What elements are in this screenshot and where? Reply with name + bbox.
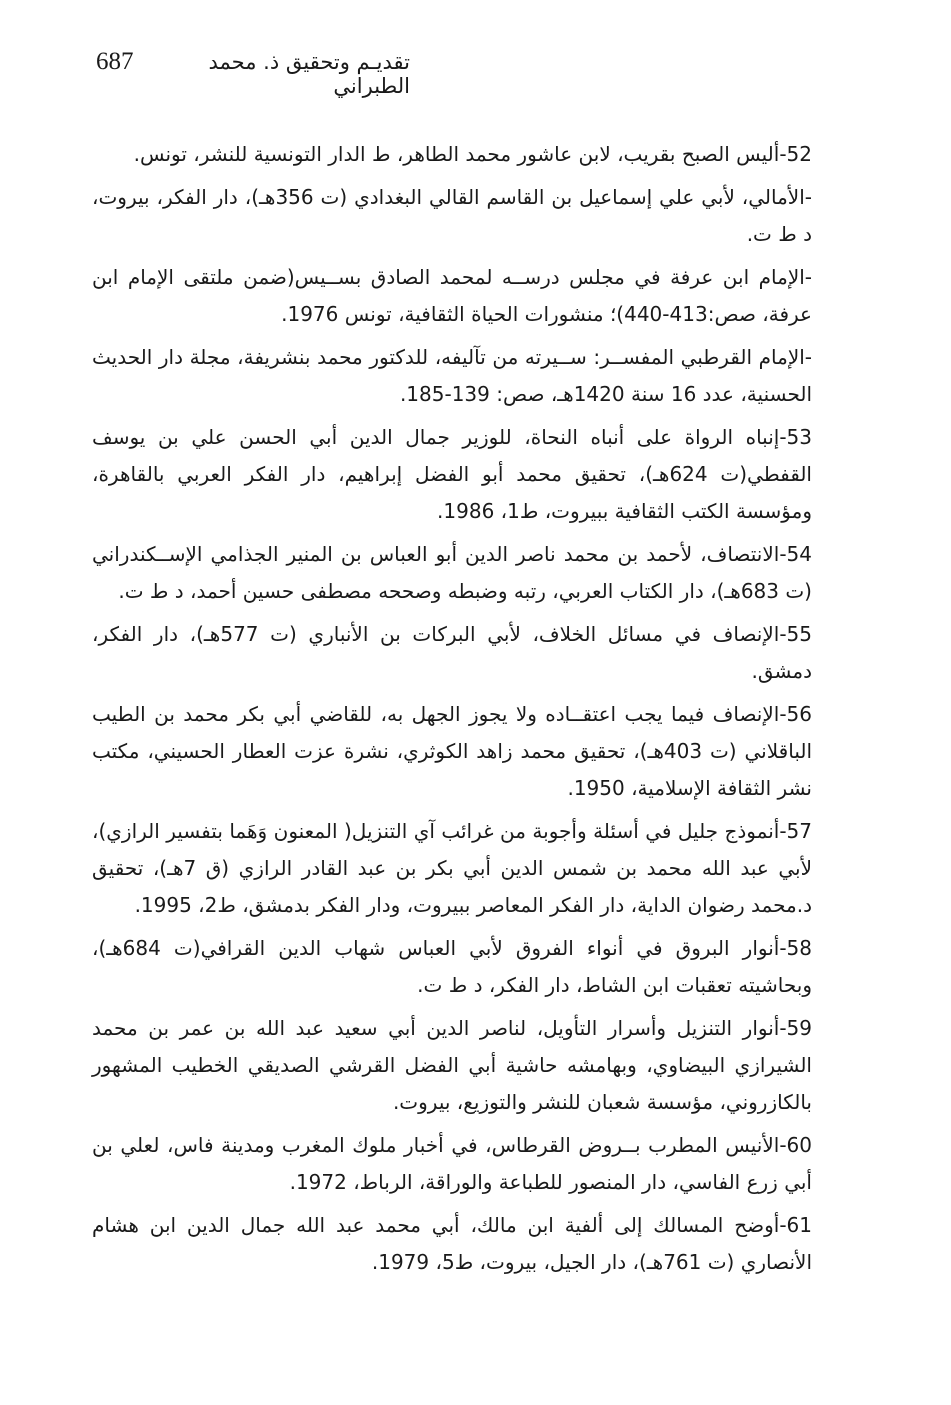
bibliography-entry: 55-الإنصاف في مسائل الخلاف، لأبي البركات بن الأنباري (ت 577هـ)، دار الفكر، دمشق.: [92, 622, 812, 683]
bibliography-entry: 54-الانتصاف، لأحمد بن محمد ناصر الدين أبو العباس بن المنير الجذامي الإســكندراني (ت 683هـ)، دار الكتاب العربي، رتبه وضبطه وصححه مصطفى حسين أحمد، د ط ت.: [92, 542, 812, 603]
bibliography-entry: 52-أليس الصبح بقريب، لابن عاشور محمد الطاهر، ط الدار التونسية للنشر، تونس.: [133, 142, 812, 166]
bibliography-entry: 53-إنباه الرواة على أنباه النحاة، للوزير جمال الدين أبي الحسن علي بن يوسف القفطي(ت 624هـ)، تحقيق محمد أبو الفضل إبراهيم، دار الفكر العربي بالقاهرة، ومؤسسة الكتب الثقافية ببيروت، ط1، 1986.: [92, 425, 812, 523]
bibliography-entry: -الأمالي، لأبي علي إسماعيل بن القاسم القالي البغدادي (ت 356هـ)، دار الفكر، بيروت، د ط ت.: [92, 185, 812, 246]
bibliography-entry: -الإمام ابن عرفة في مجلس درســه لمحمد الصادق بســيس(ضمن ملتقى الإمام ابن عرفة، صص:413-440)؛ منشورات الحياة الثقافية، تونس 1976.: [92, 265, 812, 326]
page-number: 687: [96, 48, 134, 75]
running-head: تقديـم وتحقيق ذ. محمد الطبراني: [208, 50, 410, 98]
bibliography-entry: 60-الأنيس المطرب بــروض القرطاس، في أخبار ملوك المغرب ومدينة فاس، لعلي بن أبي زرع الفاسي، دار المنصور للطباعة والوراقة، الرباط، 1972.: [92, 1133, 812, 1194]
bibliography-entry: 57-أنموذج جليل في أسئلة وأجوبة من غرائب آي التنزيل( المعنون وَهَما بتفسير الرازي)، لأبي عبد الله محمد بن شمس الدين أبي بكر بن عبد القادر الرازي (ق 7هـ)، تحقيق د.محمد رضوان الداية، دار الفكر المعاصر ببيروت، ودار الفكر بدمشق، ط2، 1995.: [92, 819, 812, 917]
bibliography-entry: 58-أنوار البروق في أنواء الفروق لأبي العباس شهاب الدين القرافي(ت 684هـ)، وبحاشيته تعقبات ابن الشاط، دار الفكر، د ط ت.: [92, 936, 812, 997]
bibliography-entry: 56-الإنصاف فيما يجب اعتقــاده ولا يجوز الجهل به، للقاضي أبي بكر محمد بن الطيب الباقلاني (ت 403هـ)، تحقيق محمد زاهد الكوثري، نشرة عزت العطار الحسيني، مكتب نشر الثقافة الإسلامية، 1950.: [92, 702, 813, 800]
bibliography-entry: -الإمام القرطبي المفســر: ســيرته من تآليفه، للدكتور محمد بنشريفة، مجلة دار الحديث الحسنية، عدد 16 سنة 1420هـ، صص: 139-185.: [92, 345, 812, 406]
bibliography-list: [92, 136, 812, 1287]
bibliography-entry: 59-أنوار التنزيل وأسرار التأويل، لناصر الدين أبي سعيد عبد الله بن عمر بن محمد الشيرازي البيضاوي، وبهامشه حاشية أبي الفضل القرشي الصديقي الخطيب المشهور بالكازروني، مؤسسة شعبان للنشر والتوزيع، بيروت.: [92, 1016, 812, 1114]
bibliography-entry: 61-أوضح المسالك إلى ألفية ابن مالك، أبي محمد عبد الله جمال الدين ابن هشام الأنصاري (ت 761هـ)، دار الجيل، بيروت، ط5، 1979.: [92, 1213, 812, 1274]
